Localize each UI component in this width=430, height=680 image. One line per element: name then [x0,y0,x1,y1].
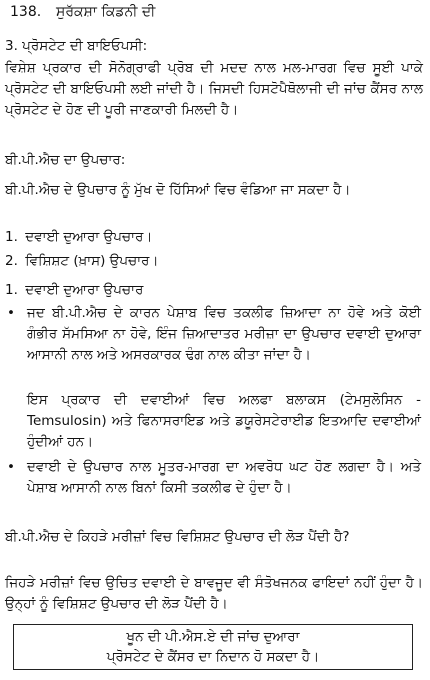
special-question: ਬੀ.ਪੀ.ਐਚ ਦੇ ਕਿਹੜੇ ਮਰੀਜ਼ਾਂ ਵਿਚ ਵਿਸ਼ਿਸ਼ਟ ਉਪਚਾਰ ਦੀ ਲੋੜ ਪੈਂਦੀ ਹੈ? [5,529,350,545]
list-number: 1. [5,229,18,245]
list-number: 2. [5,253,18,269]
page-header [10,2,422,22]
page-number: 138. [10,4,42,20]
callout-line-1: ਖੂਨ ਦੀ ਪੀ.ਐਸ.ਏ ਦੀ ਜਾਂਚ ਦੁਆਰਾ [126,629,300,645]
bullet-text: ਦਵਾਈ ਦੇ ਉਪਚਾਰ ਨਾਲ ਮੂਤਰ-ਮਾਰਗ ਦਾ ਅਵਰੋਧ ਘਟ ਹੋਣ ਲਗਦਾ ਹੈ। ਅਤੇ ਪੇਸ਼ਾਬ ਆਸਾਨੀ ਨਾਲ ਬਿਨਾਂ ਕਿਸੀ ਤਕਲੀਫ ਦੇ ਹੁੰਦਾ ਹੈ। [27,459,421,496]
list-text: ਵਿਸ਼ਿਸ਼ਟ (ਖ਼ਾਸ) ਉਪਚਾਰ। [25,253,159,269]
list-text: ਦਵਾਈ ਦੁਆਰਾ ਉਪਚਾਰ। [25,229,153,245]
callout-line-2: ਪ੍ਰੋਸਟੇਟ ਦੇ ਕੈਂਸਰ ਦਾ ਨਿਦਾਨ ਹੋ ਸਕਦਾ ਹੈ। [106,649,320,665]
bullet-text: ਜਦ ਬੀ.ਪੀ.ਐਚ ਦੇ ਕਾਰਨ ਪੇਸ਼ਾਬ ਵਿਚ ਤਕਲੀਫ ਜ਼ਿਆਦਾ ਨਾ ਹੋਵੇ ਅਤੇ ਕੋਈ ਗੰਭੀਰ ਸੱਮਸਿਆ ਨਾ ਹੋਵੇ, ਇੰਜ ਜ਼ਿਆਦਾਤਰ ਮਰੀਜ਼ਾ ਦਾ ਉਪਚਾਰ ਦਵਾਈ ਦੁਆਰਾ ਆਸਾਨੀ ਨਾਲ ਅਤੇ ਅਸਰਕਾਰਕ ਢੰਗ ਨਾਲ ਕੀਤਾ ਜਾਂਦਾ ਹੈ। [27,305,421,363]
treatment-heading: ਬੀ.ਪੀ.ਐਚ ਦਾ ਉਪਚਾਰ: [5,152,126,168]
treatment-intro: ਬੀ.ਪੀ.ਐਚ ਦੇ ਉਪਚਾਰ ਨੂੰ ਮੁੱਖ ਦੋ ਹਿੱਸਿਆਂ ਵਿਚ ਵੰਡਿਆ ਜਾ ਸਕਦਾ ਹੈ। [5,182,351,198]
callout-box [13,624,413,670]
bullet-dot-icon: • [7,305,15,321]
bullet-dot-icon: • [7,459,15,475]
medicine-heading [5,280,423,300]
biopsy-paragraph: ਵਿਸ਼ੇਸ਼ ਪ੍ਰਕਾਰ ਦੀ ਸੋਨੋਗ੍ਰਾਫੀ ਪ੍ਰੋਬ ਦੀ ਮਦਦ ਨਾਲ ਮਲ-ਮਾਰਗ ਵਿਚ ਸੂਈ ਪਾਕੇ ਪ੍ਰੋਸਟੇਟ ਦੀ ਬਾਇਓਪਸੀ ਲਈ ਜਾਂਦੀ ਹੈ। ਜਿਸਦੀ ਹਿਸਟੋਪੈਥੋਲਾਜੀ ਦੀ ਜਾਂਚ ਕੈਂਸਰ ਨਾਲ ਪ੍ਰੋਸਟੇਟ ਦੇ ਹੋਣ ਦੀ ਪੂਰੀ ਜਾਣਕਾਰੀ ਮਿਲਦੀ ਹੈ। [5,60,423,118]
medicine-heading-text: ਦਵਾਈ ਦੁਆਰਾ ਉਪਚਾਰ [25,282,144,298]
treatment-list-item [5,251,423,271]
treatment-list-item [5,227,423,247]
drugs-paragraph: ਇਸ ਪ੍ਰਕਾਰ ਦੀ ਦਵਾਈਆਂ ਵਿਚ ਅਲਫਾ ਬਲਾਕਸ (ਟੇਮਸੁਲੋਸਿਨ - Temsulosin) ਅਤੇ ਫਿਨਾਸਰਾਇਡ ਅਤੇ ਡਯੂਰੇਸਟੇਰਾਈਡ ਇਤਆਦਿ ਦਵਾਈਆਂ ਹੁੰਦੀਆਂ ਹਨ। [27,392,421,450]
biopsy-heading: 3. ਪ੍ਰੋਸਟੇਟ ਦੀ ਬਾਇਓਪਸੀ: [5,38,148,54]
list-number: 1. [5,282,18,298]
special-answer: ਜਿਹੜੇ ਮਰੀਜ਼ਾਂ ਵਿਚ ਉਚਿਤ ਦਵਾਈ ਦੇ ਬਾਵਜੂਦ ਵੀ ਸੰਤੋਖਜਨਕ ਫਾਇਦਾਂ ਨਹੀਂ ਹੁੰਦਾ ਹੈ। ਉਨ੍ਹਾਂ ਨੂੰ ਵਿਸ਼ਿਸ਼ਟ ਉਪਚਾਰ ਦੀ ਲੋੜ ਪੈਂਦੀ ਹੈ। [5,575,423,612]
book-title: ਸੁਰੱਕਸ਼ਾ ਕਿਡਨੀ ਦੀ [56,4,156,20]
